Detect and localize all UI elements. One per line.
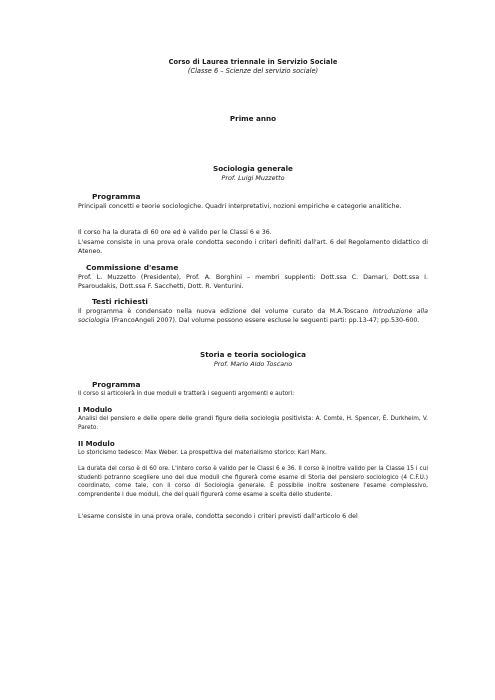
module-2-text: Lo storicismo tedesco: Max Weber. La prospettiva del materialismo storico: Karl Marx. (78, 450, 327, 456)
course-title: Storia e teoria sociologica (200, 350, 306, 359)
book-title: Introduzione alla sociologia (78, 308, 428, 325)
programma-text: Principali concetti e teorie sociologiche. Quadri interpretativi, nozioni empiriche e categorie analitiche. (78, 203, 402, 210)
course-title: Sociologia generale (213, 164, 293, 173)
course-header-storia (78, 350, 428, 368)
module-2-heading: II Modulo (78, 440, 115, 448)
course-professor: Prof. Mario Aldo Toscano (213, 360, 293, 368)
exam-rules: L'esame consiste in una prova orale, condotta secondo i criteri previsti dall'articolo 6 del (78, 513, 358, 520)
commission-heading: Commissione d'esame (86, 263, 179, 272)
texts-intro: Il programma è condensato nella nuova edizione del volume curato da M.A.Toscano (78, 308, 373, 315)
year-heading (78, 114, 428, 123)
degree-class: (Classe 6 – Scienze del servizio sociale) (187, 67, 319, 75)
course-duration: Il corso ha la durata di 60 ore ed è valido per le Classi 6 e 36. (78, 229, 272, 236)
course-duration: La durata del corso è di 60 ore. L'intero corso è valido per le Classi 6 e 36. Il corso è inoltre valido per la Classe 15 i cui studenti potranno scegliere uno dei due moduli che figurerà come esame di Storia del pensiero sociologico (4 C.F.U.) coordinato, come tale, con il corso di Sociologia generale. È possibile inoltre sostenere l'esame complessivo, comprendente i due moduli, che del quali figurerà come esame a scelta dello studente. (78, 466, 428, 498)
commission-text: Prof. L. Muzzetto (Presidente), Prof. A. Borghini – membri supplenti: Dott.ssa C. Damari, Dott.ssa I. Psaroudakis, Dott.ssa F. Sacchetti, Dott. R. Venturini. (78, 274, 428, 291)
module-1-heading: I Modulo (78, 406, 113, 414)
programma-heading: Programma (92, 192, 141, 201)
texts-heading: Testi richiesti (92, 297, 148, 306)
course-header-sociologia (78, 164, 428, 182)
module-1-text: Analisi del pensiero e delle opere delle grandi figure della sociologia positivista: A. Comte, H. Spencer, É. Durkheim, V. Pareto. (78, 416, 428, 431)
texts-required (78, 307, 428, 326)
document-header (78, 58, 428, 75)
programma-text: Il corso si articolerà in due moduli e tratterà i seguenti argomenti e autori: (78, 391, 295, 397)
year-heading-text: Prime anno (229, 114, 277, 123)
course-professor: Prof. Luigi Muzzetto (221, 174, 285, 182)
exam-rules: L'esame consiste in una prova orale condotta secondo i criteri definiti dall'art. 6 del Regolamento didattico di Ateneo. (78, 239, 428, 256)
programma-heading: Programma (92, 380, 141, 389)
degree-title: Corso di Laurea triennale in Servizio Sociale (168, 58, 338, 66)
texts-details: (FrancoAngeli 2007). Dal volume possono essere escluse le seguenti parti: pp.13-47; pp.530-600. (109, 317, 420, 325)
